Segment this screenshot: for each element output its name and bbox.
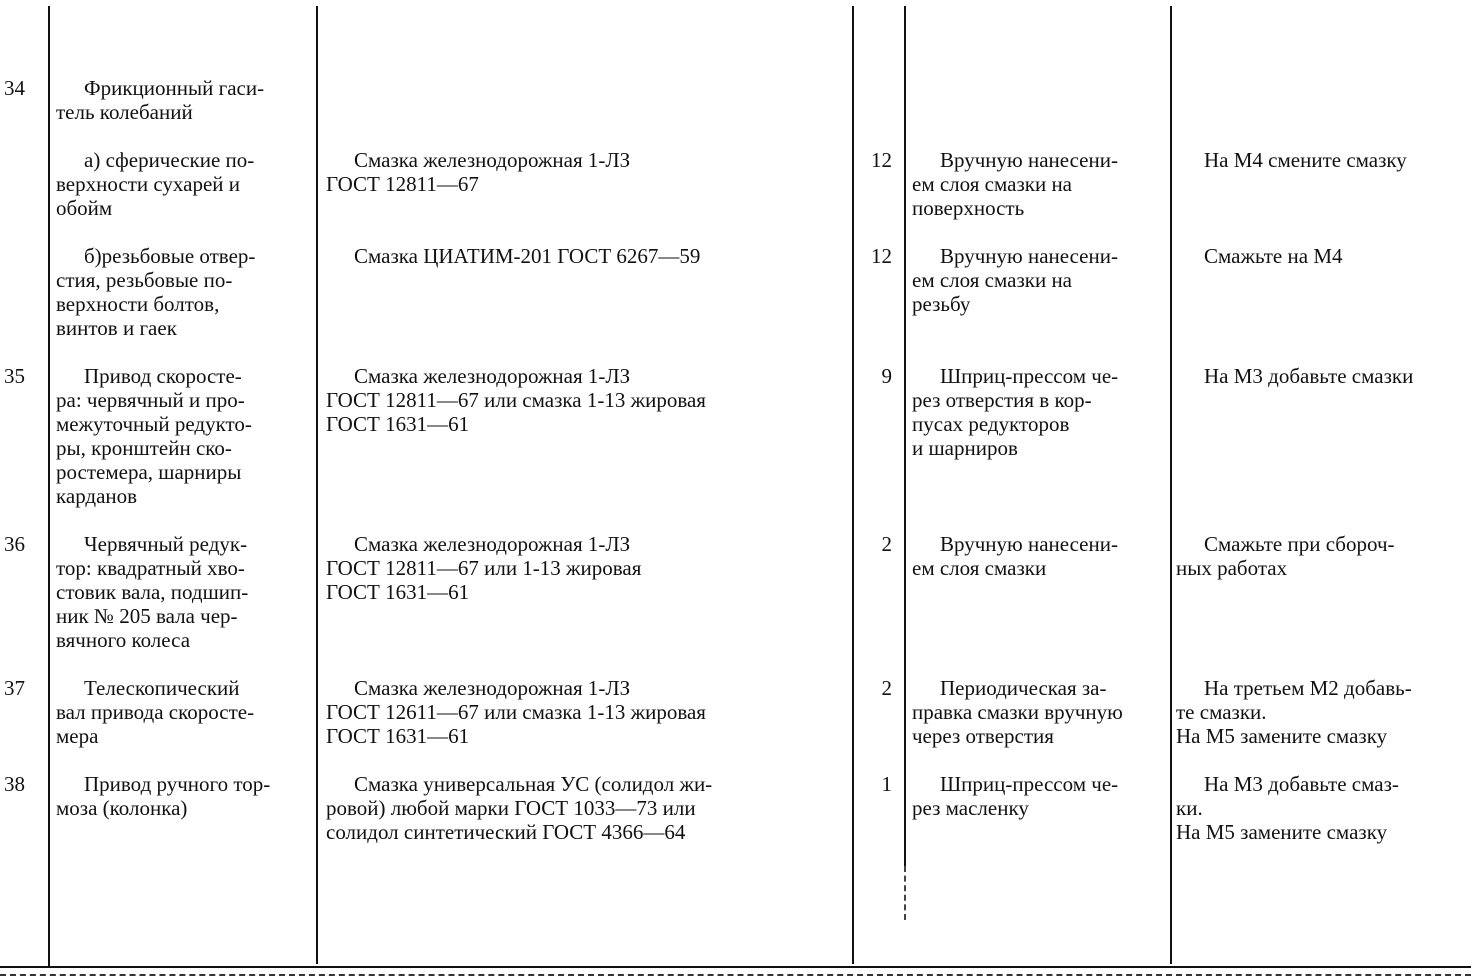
component-cell: Привод скоросте- ра: червячный и про- межуточный редукто- ры, кронштейн ско- ростемера, шарниры карданов: [56, 364, 252, 508]
quantity-cell: 9: [881, 364, 892, 388]
lubricant-cell: Смазка железнодорожная 1-ЛЗ ГОСТ 12811—67 или смазка 1-13 жировая ГОСТ 1631—61: [326, 364, 706, 436]
method-cell: Шприц-прессом че- рез отверстия в кор- пусах редукторов и шарниров: [912, 364, 1119, 460]
component-cell: Червячный редук- тор: квадратный хво- стовик вала, подшип- ник № 205 вала чер- вячного колеса: [56, 532, 249, 652]
method-cell: Вручную нанесени- ем слоя смазки: [912, 532, 1118, 580]
note-cell: На М3 добавьте смаз- ки. На М5 замените смазку: [1176, 772, 1399, 844]
note-cell: Смажьте на М4: [1204, 244, 1343, 268]
quantity-cell: 12: [871, 244, 892, 268]
lubricant-cell: Смазка железнодорожная 1-ЛЗ ГОСТ 12611—67 или смазка 1-13 жировая ГОСТ 1631—61: [326, 676, 706, 748]
note-cell: На М3 добавьте смазки: [1204, 364, 1414, 388]
note-cell: На третьем М2 добавь- те смазки. На М5 замените смазку: [1176, 676, 1412, 748]
row-number: 35: [4, 364, 25, 388]
column-divider-4: [904, 6, 906, 866]
column-divider-1: [48, 6, 50, 968]
component-cell: Телескопический вал привода скоросте- мера: [56, 676, 255, 748]
component-cell: Фрикционный гаси- тель колебаний: [56, 76, 265, 124]
column-divider-4-dashed: [904, 866, 906, 920]
lubricant-cell: Смазка железнодорожная 1-ЛЗ ГОСТ 12811—67 или 1-13 жировая ГОСТ 1631—61: [326, 532, 642, 604]
column-divider-3: [852, 6, 854, 964]
component-cell: б)резьбовые отвер- стия, резьбовые по- верхности болтов, винтов и гаек: [56, 244, 256, 340]
lubricant-cell: Смазка железнодорожная 1-ЛЗ ГОСТ 12811—67: [326, 148, 631, 196]
component-cell: Привод ручного тор- моза (колонка): [56, 772, 271, 820]
quantity-cell: 2: [881, 676, 892, 700]
column-divider-2: [316, 6, 318, 964]
method-cell: Шприц-прессом че- рез масленку: [912, 772, 1119, 820]
lubricant-cell: Смазка ЦИАТИМ-201 ГОСТ 6267—59: [354, 244, 701, 268]
row-number: 34: [4, 76, 25, 100]
row-number: 38: [4, 772, 25, 796]
bottom-rule-dashed: [0, 974, 1471, 976]
note-cell: Смажьте при сбороч- ных работах: [1176, 532, 1395, 580]
component-cell: а) сферические по- верхности сухарей и обойм: [56, 148, 255, 220]
column-divider-5: [1170, 6, 1172, 964]
quantity-cell: 1: [881, 772, 892, 796]
row-number: 37: [4, 676, 25, 700]
quantity-cell: 2: [881, 532, 892, 556]
lubricant-cell: Смазка универсальная УС (солидол жи- ровой) любой марки ГОСТ 1033—73 или солидол синтетический ГОСТ 4366—64: [326, 772, 713, 844]
method-cell: Вручную нанесени- ем слоя смазки на поверхность: [912, 148, 1118, 220]
method-cell: Периодическая за- правка смазки вручную через отверстия: [912, 676, 1123, 748]
note-cell: На М4 смените смазку: [1204, 148, 1407, 172]
row-number: 36: [4, 532, 25, 556]
quantity-cell: 12: [871, 148, 892, 172]
bottom-rule: [0, 966, 1471, 968]
method-cell: Вручную нанесени- ем слоя смазки на резьбу: [912, 244, 1118, 316]
